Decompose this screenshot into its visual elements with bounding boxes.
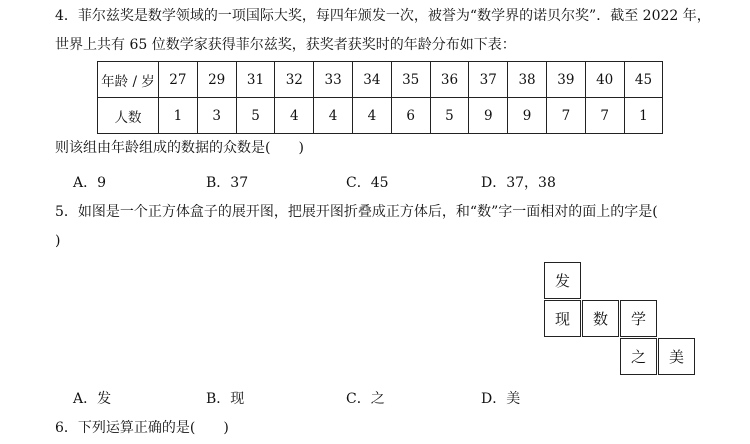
net-face-fa: 发 xyxy=(544,262,581,299)
net-face-shu: 数 xyxy=(582,300,619,337)
count-cell: 4 xyxy=(275,98,314,134)
net-face-xue: 学 xyxy=(620,300,657,337)
q4-question: 则该组由年龄组成的数据的众数是( ) xyxy=(55,140,304,156)
age-cell: 29 xyxy=(197,62,236,98)
age-cell: 31 xyxy=(236,62,275,98)
count-cell: 6 xyxy=(391,98,430,134)
count-cell: 3 xyxy=(197,98,236,134)
count-cell: 7 xyxy=(585,98,624,134)
net-face-mei: 美 xyxy=(658,338,695,375)
q4-option-d: D．37，38 xyxy=(481,175,556,191)
q5-stem-line1: 5．如图是一个正方体盒子的展开图，把展开图折叠成正方体后，和“数”字一面相对的面上的字是( xyxy=(55,204,658,220)
age-cell: 32 xyxy=(275,62,314,98)
table-row-ages xyxy=(98,62,663,98)
age-cell: 27 xyxy=(159,62,198,98)
q6-stem: 6．下列运算正确的是( ) xyxy=(55,420,229,436)
count-cell: 4 xyxy=(352,98,391,134)
age-cell: 37 xyxy=(469,62,508,98)
net-face-zhi: 之 xyxy=(620,338,657,375)
q4-stem-line1: 4．菲尔兹奖是数学领域的一项国际大奖，每四年颁发一次，被誉为“数学界的诺贝尔奖”．截至 2022 年， xyxy=(55,8,711,24)
q5-option-c: C．之 xyxy=(346,391,385,407)
age-cell: 40 xyxy=(585,62,624,98)
age-cell: 45 xyxy=(624,62,663,98)
age-cell: 35 xyxy=(391,62,430,98)
q5-option-d: D．美 xyxy=(481,391,521,407)
count-cell: 5 xyxy=(430,98,469,134)
age-cell: 39 xyxy=(546,62,585,98)
count-cell: 4 xyxy=(314,98,353,134)
q4-option-b: B．37 xyxy=(206,175,249,191)
table-header-count: 人数 xyxy=(98,98,159,134)
count-cell: 5 xyxy=(236,98,275,134)
age-cell: 34 xyxy=(352,62,391,98)
q4-option-a: A．9 xyxy=(73,175,107,191)
age-cell: 33 xyxy=(314,62,353,98)
q5-option-b: B．现 xyxy=(206,391,245,407)
age-cell: 36 xyxy=(430,62,469,98)
table-header-age: 年龄 / 岁 xyxy=(98,62,159,98)
count-cell: 1 xyxy=(624,98,663,134)
table-row-counts xyxy=(98,98,663,134)
q4-option-c: C．45 xyxy=(346,175,389,191)
age-distribution-table xyxy=(97,61,663,134)
count-cell: 9 xyxy=(469,98,508,134)
count-cell: 1 xyxy=(159,98,198,134)
q4-stem-line2: 世界上共有 65 位数学家获得菲尔兹奖，获奖者获奖时的年龄分布如下表： xyxy=(55,37,516,53)
net-face-xian: 现 xyxy=(544,300,581,337)
age-cell: 38 xyxy=(508,62,547,98)
count-cell: 9 xyxy=(508,98,547,134)
count-cell: 7 xyxy=(546,98,585,134)
q5-option-a: A．发 xyxy=(73,391,112,407)
q5-stem-line2: ) xyxy=(55,233,61,249)
